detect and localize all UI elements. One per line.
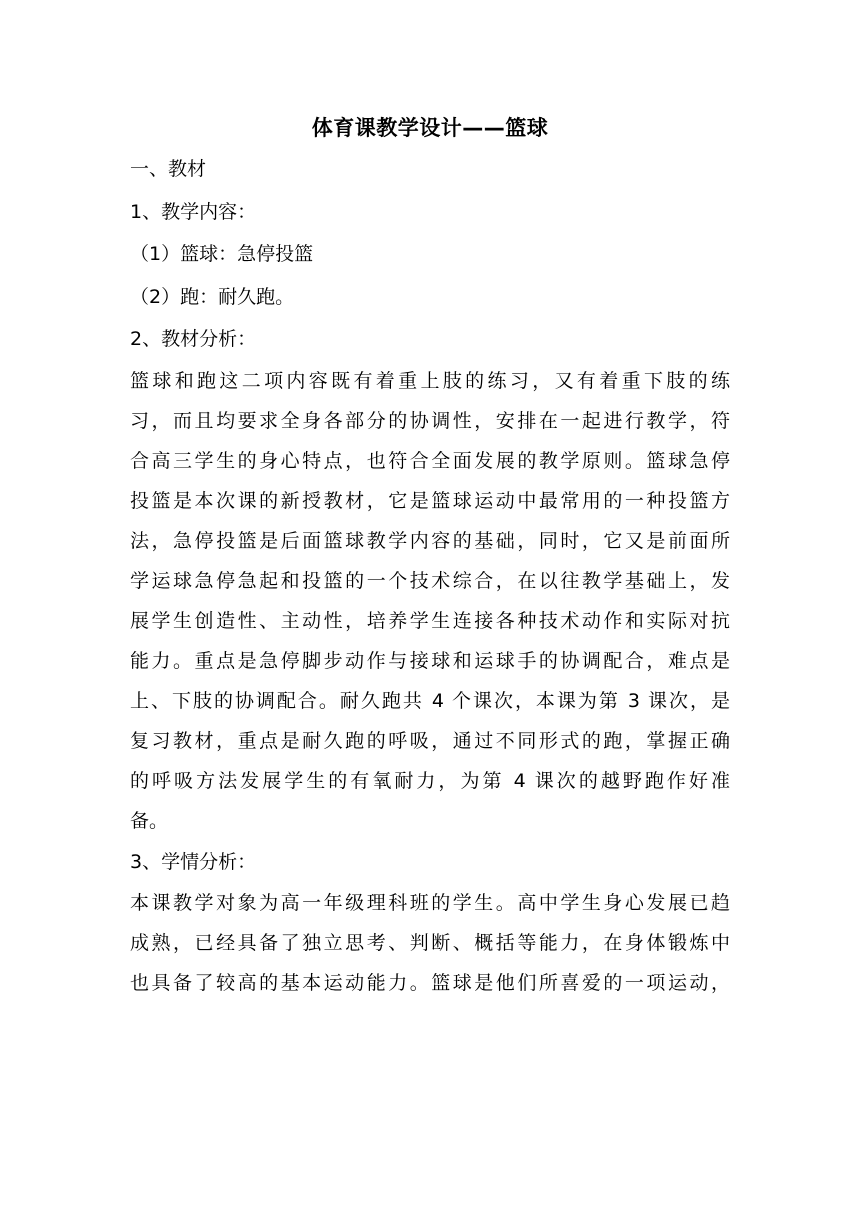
paragraph-line: 上、下肢的协调配合。耐久跑共 4 个课次，本课为第 3 课次，是	[130, 689, 730, 712]
paragraph-line: 学运球急停急起和投篮的一个技术综合，在以往教学基础上，发	[130, 569, 730, 592]
item-heading-teaching-content: 1、教学内容：	[130, 200, 257, 223]
paragraph-line: 能力。重点是急停脚步动作与接球和运球手的协调配合，难点是	[130, 649, 730, 672]
item-heading-material-analysis: 2、教材分析：	[130, 328, 257, 350]
paragraph-line: 也具备了较高的基本运动能力。篮球是他们所喜爱的一项运动，	[130, 972, 730, 994]
paragraph-line: 篮球和跑这二项内容既有着重上肢的练习，又有着重下肢的练	[130, 369, 730, 392]
document-body	[130, 108, 730, 1003]
content-item-basketball: （1）篮球：急停投篮	[130, 243, 314, 265]
paragraph-line: 法，急停投篮是后面篮球教学内容的基础，同时，它又是前面所	[130, 529, 730, 552]
paragraph-line: 投篮是本次课的新授教材，它是篮球运动中最常用的一种投篮方	[130, 489, 730, 512]
paragraph-line: 习，而且均要求全身各部分的协调性，安排在一起进行教学，符	[130, 409, 730, 432]
paragraph-line: 成熟，已经具备了独立思考、判断、概括等能力，在身体锻炼中	[130, 932, 730, 954]
paragraph-line: 展学生创造性、主动性，培养学生连接各种技术动作和实际对抗	[130, 609, 730, 632]
paragraph-line: 本课教学对象为高一年级理科班的学生。高中学生身心发展已趋	[130, 892, 730, 914]
content-item-running: （2）跑：耐久跑。	[130, 285, 295, 308]
item-heading-student-analysis: 3、学情分析：	[130, 850, 257, 873]
student-analysis-paragraph	[130, 883, 730, 1003]
paragraph-line: 合高三学生的身心特点，也符合全面发展的教学原则。篮球急停	[130, 449, 730, 472]
section-heading-materials: 一、教材	[130, 158, 207, 180]
paragraph-line: 复习教材，重点是耐久跑的呼吸，通过不同形式的跑，掌握正确	[130, 729, 730, 752]
paragraph-line: 的呼吸方法发展学生的有氧耐力，为第 4 课次的越野跑作好准	[130, 769, 730, 792]
paragraph-line: 备。	[130, 809, 169, 832]
material-analysis-paragraph	[130, 361, 730, 841]
document-title: 体育课教学设计——篮球	[311, 116, 549, 140]
